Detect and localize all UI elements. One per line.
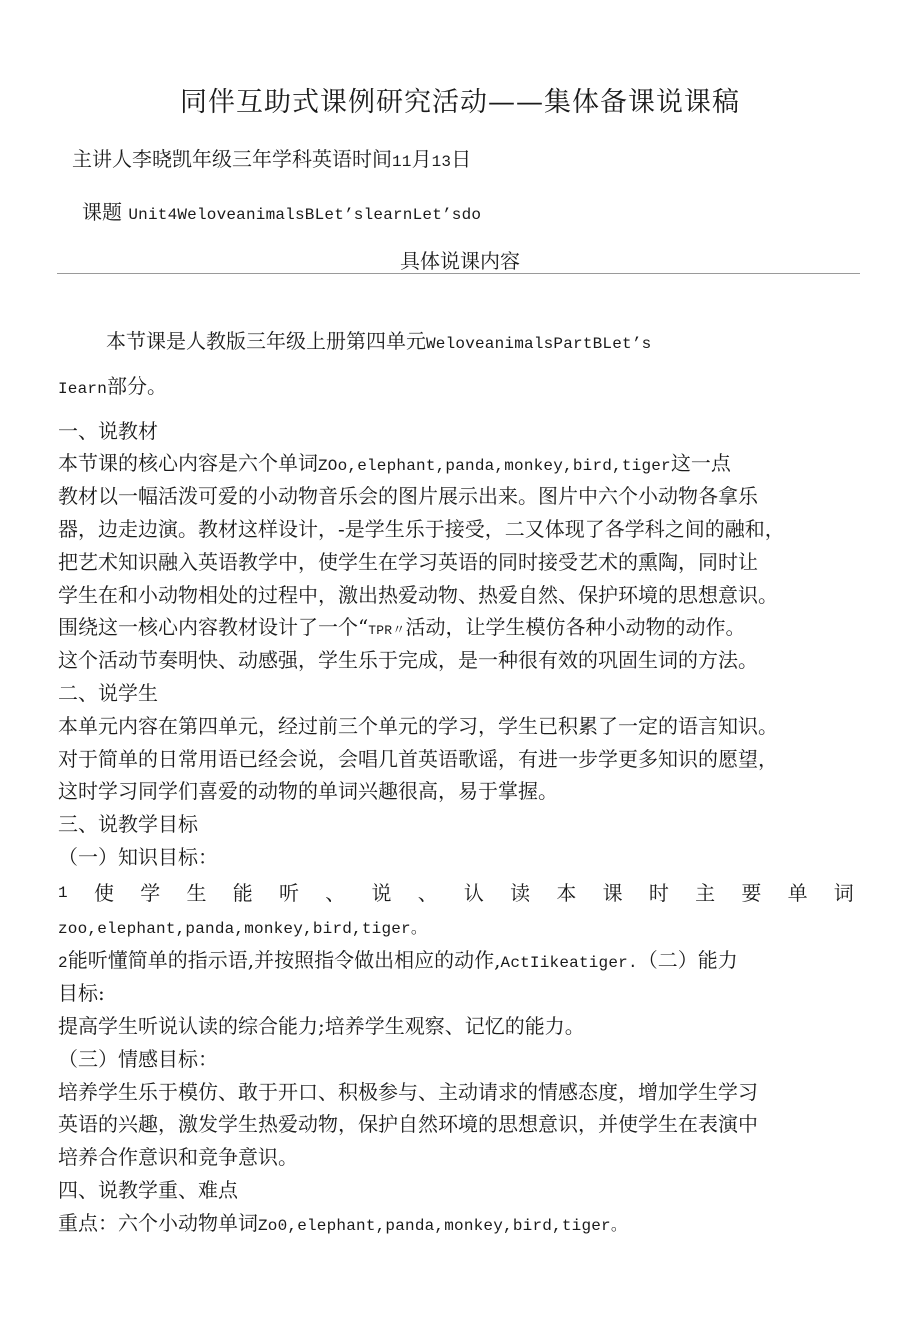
meta-day: 13 (431, 153, 452, 171)
topic-label: 课题 (82, 200, 122, 224)
intro-paragraph-line (58, 325, 868, 358)
intro-paragraph-line (58, 370, 868, 403)
tpr-label: TPR〃 (368, 623, 406, 639)
paragraph-line: 教材以一幅活泼可爱的小动物音乐会的图片展示出来。图片中六个小动物各拿乐 (58, 484, 758, 509)
intro-english: Iearn (58, 379, 108, 398)
text-run: 能听懂简单的指示语,并按照指令做出相应的动作, (67, 948, 501, 973)
paragraph-line (58, 611, 868, 644)
spread-char: 学 (140, 880, 161, 905)
objective-item-2 (58, 944, 868, 977)
section-heading-key-points: 四、说教学重、难点 (58, 1177, 238, 1202)
spread-char: 说 (371, 880, 392, 905)
spread-char: 使 (94, 880, 115, 905)
spread-char: 、 (417, 880, 438, 905)
paragraph-line: 对于简单的日常用语已经会说，会唱几首英语歌谣，有进一步学更多知识的愿望， (58, 746, 778, 771)
section-heading-objectives: 三、说教学目标 (58, 812, 198, 837)
paragraph-line: 器，边走边演。教材这样设计，-是学生乐于接受，二又体现了各学科之间的融和， (58, 516, 785, 541)
spread-char: 词 (833, 880, 854, 905)
intro-text: 部分。 (107, 373, 168, 398)
spread-char: 生 (186, 880, 207, 905)
paragraph-line: 提高学生听说认读的综合能力;培养学生观察、记忆的能力。 (58, 1013, 585, 1038)
section-subheading: 具体说课内容 (400, 249, 520, 273)
text-run: 围绕这一核心内容教材设计了一个“ (58, 615, 369, 640)
paragraph-line (58, 447, 868, 480)
word-list: Zo0,elephant,panda,monkey,bird,tiger。 (258, 1216, 628, 1235)
spread-char: 课 (602, 880, 623, 905)
intro-english: WeloveanimalsPartBLet’s (426, 335, 652, 353)
spread-char: 能 (232, 880, 253, 905)
paragraph-line: 学生在和小动物相处的过程中，激出热爱动物、热爱自然、保护环境的思想意识。 (58, 582, 778, 607)
paragraph-line: 目标: (58, 981, 105, 1006)
intro-text: 本节课是人教版三年级上册第四单元 (106, 329, 426, 353)
item-number: 2 (58, 954, 68, 973)
document-title: 同伴互助式课例研究活动——集体备课说课稿 (180, 87, 740, 118)
paragraph-line: 这时学习同学们喜爱的动物的单词兴趣很高，易于掌握。 (58, 779, 558, 804)
spread-char: 1 (58, 883, 68, 902)
paragraph-line: 培养合作意识和竞争意识。 (58, 1145, 298, 1170)
text-run: 活动，让学生模仿各种小动物的动作。 (405, 615, 746, 640)
paragraph-line: 把艺术知识融入英语教学中，使学生在学习英语的同时接受艺术的熏陶，同时让 (58, 549, 758, 574)
spread-char: 主 (695, 880, 716, 905)
paragraph-line: 本单元内容在第四单元，经过前三个单元的学习，学生已积累了一定的语言知识。 (58, 713, 778, 738)
word-list: ZOo,elephant,panda,monkey,bird,tiger (318, 457, 671, 476)
text-run: 这一点 (670, 451, 731, 476)
meta-prefix: 主讲人李晓凯年级三年学科英语时间 (72, 147, 392, 171)
spread-char: 单 (787, 880, 808, 905)
spread-char: 听 (278, 880, 299, 905)
meta-day-label: 日 (451, 147, 472, 171)
paragraph-line (58, 910, 868, 943)
document-body (58, 325, 868, 1240)
text-run: 本节课的核心内容是六个单词 (58, 451, 318, 476)
spread-char: 要 (741, 880, 762, 905)
meta-month-label: 月 (411, 147, 432, 171)
paragraph-line: 这个活动节奏明快、动感强，学生乐于完成，是一种很有效的巩固生词的方法。 (58, 648, 758, 673)
paragraph-line: 英语的兴趣，激发学生热爱动物，保护自然环境的思想意识，并使学生在表演中 (58, 1112, 758, 1137)
spread-char: 认 (463, 880, 484, 905)
animal-word-list: zoo,elephant,panda,monkey,bird,tiger。 (58, 919, 428, 938)
section-heading-materials: 一、说教材 (58, 418, 158, 443)
english-phrase: ActIikeatiger. (500, 954, 638, 973)
spread-char: 、 (325, 880, 346, 905)
meta-month: 11 (392, 153, 412, 171)
lecture-meta-line (72, 143, 471, 172)
subsection-knowledge: （一）知识目标： (58, 844, 218, 869)
section-heading-students: 二、说学生 (58, 680, 158, 705)
spread-char: 时 (648, 880, 669, 905)
objective-item-1 (58, 877, 868, 910)
paragraph-line (58, 1207, 868, 1240)
spread-char: 读 (510, 880, 531, 905)
text-run: 重点：六个小动物单词 (58, 1210, 258, 1235)
spread-char: 本 (556, 880, 577, 905)
divider-line (57, 273, 860, 274)
text-run: （二）能力 (637, 948, 738, 973)
lesson-topic-line (82, 196, 481, 225)
subsection-emotion: （三）情感目标： (58, 1046, 218, 1071)
topic-value: Unit4WeloveanimalsBLet’slearnLet’sdo (128, 206, 482, 224)
paragraph-line: 培养学生乐于模仿、敢于开口、积极参与、主动请求的情感态度，增加学生学习 (58, 1079, 758, 1104)
